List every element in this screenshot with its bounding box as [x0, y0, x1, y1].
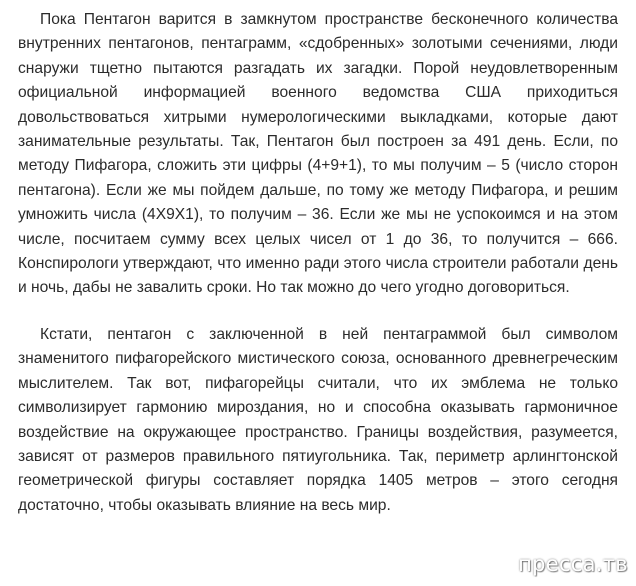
article-paragraph-2: Кстати, пентагон с заключенной в ней пентаграммой был символом знаменитого пифагорейского мистического союза, основанного древнегреческим мыслителем. Так вот, пифагорейцы считали, что их эмблема не только символизирует гармонию мироздания, но и способна оказывать гармоничное воздействие на окружающее пространство. Границы воздействия, разумеется, зависят от размеров правильного пятиугольника. Так, периметр арлингтонской геометрической фигуры составляет порядка 1405 метров – этого сегодня достаточно, чтобы оказывать влияние на весь мир.	[18, 325, 618, 514]
site-watermark: пресса.тв	[518, 552, 628, 576]
article-paragraph-1: Пока Пентагон варится в замкнутом пространстве бесконечного количества внутренних пентагонов, пентаграмм, «сдобренных» золотыми сечениями, люди снаружи тщетно пытаются разгадать их загадки. Порой неудовлетворенным официальной информацией военного ведомства США приходиться довольствоваться хитрыми нумерологическими выкладками, которые дают занимательные результаты. Так, Пентагон был построен за 491 день. Если, по методу Пифагора, сложить эти цифры (4+9+1), то мы получим – 5 (число сторон пентагона). Если же мы пойдем дальше, по тому же методу Пифагора, и решим умножить числа (4Х9Х1), то получим – 36. Если же мы не успокоимся и на этом числе, посчитаем сумму всех целых чисел от 1 до 36, то получится – 666. Конспирологи утверждают, что именно ради этого числа строители работали день и ночь, дабы не завалить сроки. Но так можно до чего угодно договориться.	[18, 11, 618, 297]
